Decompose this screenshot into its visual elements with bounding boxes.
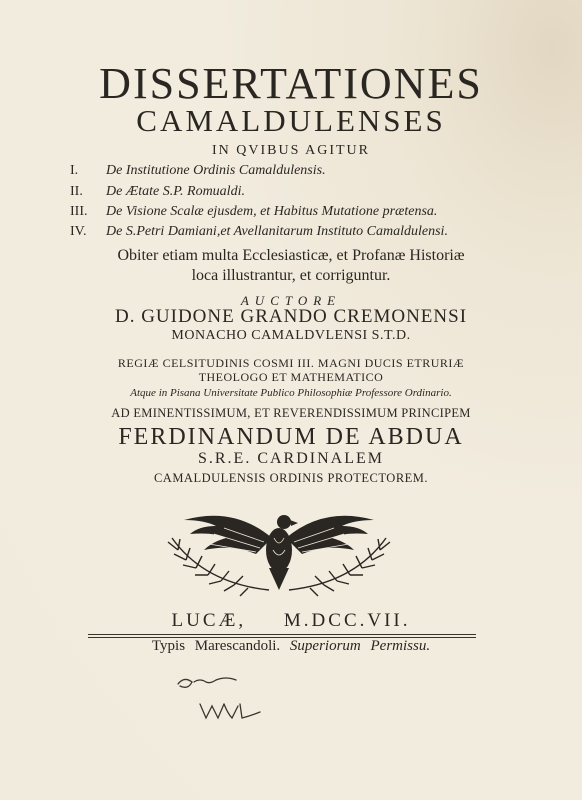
contents-number: II. <box>70 184 83 199</box>
imprint-place-year <box>0 610 582 632</box>
obiter-line-2: loca illustrantur, et corriguntur. <box>191 267 391 284</box>
imprint-printer: Typis Marescandoli. <box>151 638 281 654</box>
subtitle-intro: IN QVIBUS AGITUR <box>212 143 370 158</box>
dedication-name: FERDINANDUM DE ABDUA <box>118 424 464 450</box>
contents-item <box>70 163 490 179</box>
main-title: DISSERTATIONES <box>99 59 483 108</box>
contents-text: De Visione Scalæ ejusdem, et Habitus Mutatione prætensa. <box>106 204 438 219</box>
contents-item <box>70 224 490 240</box>
contents-text: De S.Petri Damiani,et Avellanitarum Instituto Camaldulensi. <box>106 224 448 239</box>
contents-number: IV. <box>70 224 87 239</box>
author-title: MONACHO CAMALDVLENSI S.T.D. <box>171 328 411 343</box>
contents-item <box>70 204 490 220</box>
author-name: D. GUIDONE GRANDO CREMONENSI <box>114 306 468 327</box>
dedication-ad: AD EMINENTISSIMUM, ET REVERENDISSIMUM PRINCIPEM <box>111 406 471 420</box>
subtitle: CAMALDULENSES <box>136 103 446 138</box>
contents-text: De Ætate S.P. Romualdi. <box>106 184 245 199</box>
imprint-place: LUCÆ, <box>171 610 247 631</box>
dedication-role: CAMALDULENSIS ORDINIS PROTECTOREM. <box>153 471 429 485</box>
contents-text: De Institutione Ordinis Camaldulensis. <box>106 163 326 178</box>
eagle-woodcut-icon <box>164 498 394 603</box>
dedication-rank: S.R.E. CARDINALEM <box>197 450 384 467</box>
imprint-year: M.DCC.VII. <box>283 610 411 631</box>
obiter-line-1: Obiter etiam multa Ecclesiasticæ, et Profanæ Historiæ <box>117 247 465 264</box>
author-atque: Atque in Pisana Universitate Publico Philosophiæ Professore Ordinario. <box>130 387 452 399</box>
contents-number: III. <box>70 204 88 219</box>
author-theologo: THEOLOGO ET MATHEMATICO <box>198 370 384 384</box>
contents-number: I. <box>70 163 79 178</box>
auctore-label: AUCTORE <box>240 293 342 308</box>
imprint-permission: Superiorum Permissu. <box>289 638 431 654</box>
handwritten-signature-icon <box>170 670 280 730</box>
imprint-printer-line <box>0 638 582 655</box>
contents-item <box>70 184 490 200</box>
imprint-rule <box>88 634 476 635</box>
author-regiae: REGIÆ CELSITUDINIS COSMI III. MAGNI DUCIS ETRURIÆ <box>117 356 465 370</box>
